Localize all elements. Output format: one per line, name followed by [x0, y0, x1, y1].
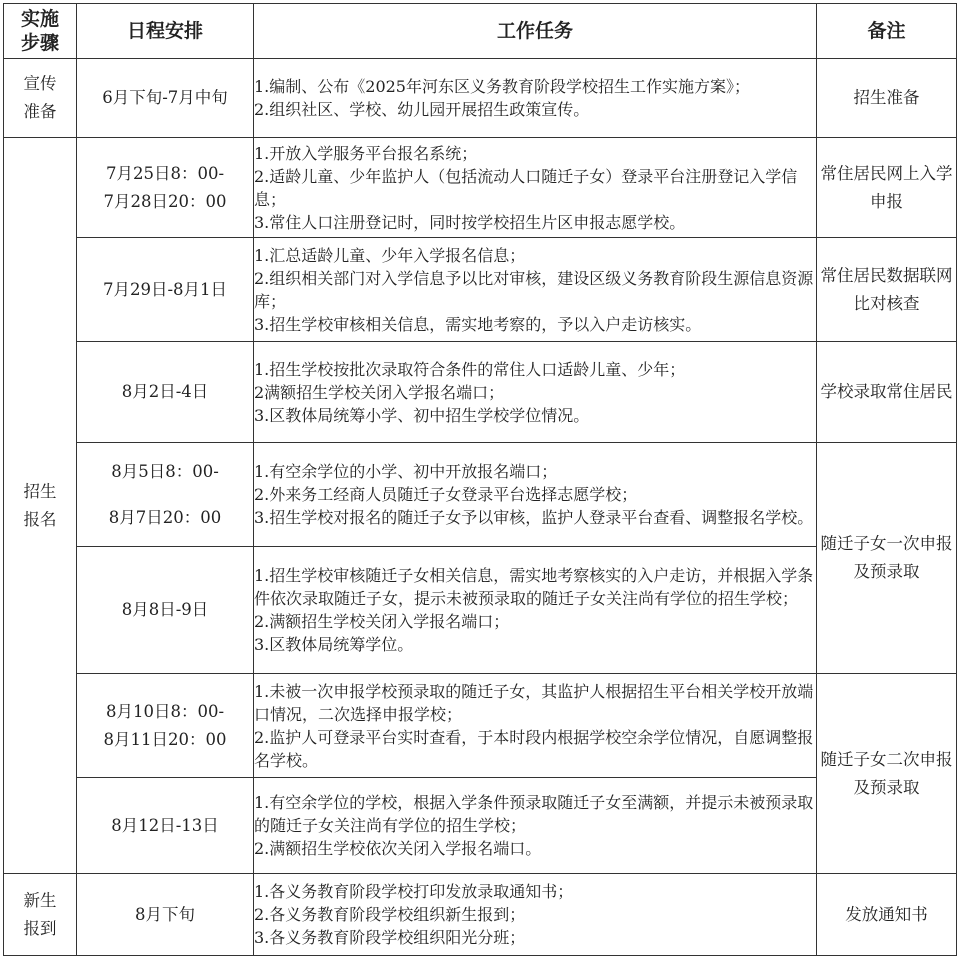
table-row [4, 342, 957, 443]
row-date: 8月2日-4日 [77, 342, 254, 443]
row-date: 7月25日8：00- 7月28日20：00 [77, 138, 254, 238]
row-tasks: 1.有空余学位的学校，根据入学条件预录取随迁子女至满额，并提示未被预录取的随迁子女关注尚有学位的招生学校； 2.满额招生学校依次关闭入学报名端口。 [254, 778, 817, 874]
row-tasks: 1.开放入学服务平台报名系统； 2.适龄儿童、少年监护人（包括流动人口随迁子女）登录平台注册登记入学信息； 3.常住人口注册登记时，同时按学校招生片区申报志愿学校。 [254, 138, 817, 238]
row-date: 8月10日8：00- 8月11日20：00 [77, 674, 254, 778]
row-tasks: 1.招生学校审核随迁子女相关信息，需实地考察核实的入户走访，并根据入学条件依次录取随迁子女，提示未被预录取的随迁子女关注尚有学位的招生学校； 2.满额招生学校关闭入学报名端口； 3.区教体局统筹学位。 [254, 547, 817, 674]
stage-report: 新生报到 [4, 874, 77, 956]
row-tasks: 1.编制、公布《2025年河东区义务教育阶段学校招生工作实施方案》； 2.组织社区、学校、幼儿园开展招生政策宣传。 [254, 59, 817, 138]
row-date: 8月12日-13日 [77, 778, 254, 874]
header-date: 日程安排 [77, 4, 254, 59]
table-row [4, 138, 957, 238]
row-date: 7月29日-8月1日 [77, 238, 254, 342]
table-row [4, 547, 957, 674]
header-tasks: 工作任务 [254, 4, 817, 59]
row-note: 常住居民网上入学申报 [817, 138, 957, 238]
row-tasks: 1.有空余学位的小学、初中开放报名端口； 2.外来务工经商人员随迁子女登录平台选择志愿学校； 3.招生学校对报名的随迁子女予以审核，监护人登录平台查看、调整报名学校。 [254, 443, 817, 547]
header-note: 备注 [817, 4, 957, 59]
table-row [4, 443, 957, 547]
row-note: 常住居民数据联网比对核查 [817, 238, 957, 342]
row-tasks: 1.各义务教育阶段学校打印发放录取通知书； 2.各义务教育阶段学校组织新生报到； 3.各义务教育阶段学校组织阳光分班； [254, 874, 817, 956]
row-date: 8月下旬 [77, 874, 254, 956]
row-note: 学校录取常住居民 [817, 342, 957, 443]
table-row [4, 238, 957, 342]
row-date: 6月下旬-7月中旬 [77, 59, 254, 138]
table-row [4, 778, 957, 874]
stage-prep: 宣传准备 [4, 59, 77, 138]
row-note: 随迁子女一次申报及预录取 [817, 443, 957, 674]
row-date: 8月8日-9日 [77, 547, 254, 674]
row-note: 发放通知书 [817, 874, 957, 956]
enrollment-schedule-table [3, 3, 957, 956]
row-tasks: 1.汇总适龄儿童、少年入学报名信息； 2.组织相关部门对入学信息予以比对审核，建设区级义务教育阶段生源信息资源库； 3.招生学校审核相关信息，需实地考察的，予以入户走访核实。 [254, 238, 817, 342]
header-stage: 实施步骤 [4, 4, 77, 59]
row-tasks: 1.未被一次申报学校预录取的随迁子女，其监护人根据招生平台相关学校开放端口情况，二次选择申报学校； 2.监护人可登录平台实时查看，于本时段内根据学校空余学位情况，自愿调整报名学校。 [254, 674, 817, 778]
row-note: 随迁子女二次申报及预录取 [817, 674, 957, 874]
table-row [4, 874, 957, 956]
table-row [4, 59, 957, 138]
table-row [4, 674, 957, 778]
row-date: 8月5日8：00- 8月7日20：00 [77, 443, 254, 547]
header-row [4, 4, 957, 59]
stage-enroll: 招生报名 [4, 138, 77, 874]
row-note: 招生准备 [817, 59, 957, 138]
row-tasks: 1.招生学校按批次录取符合条件的常住人口适龄儿童、少年； 2满额招生学校关闭入学报名端口； 3.区教体局统筹小学、初中招生学校学位情况。 [254, 342, 817, 443]
